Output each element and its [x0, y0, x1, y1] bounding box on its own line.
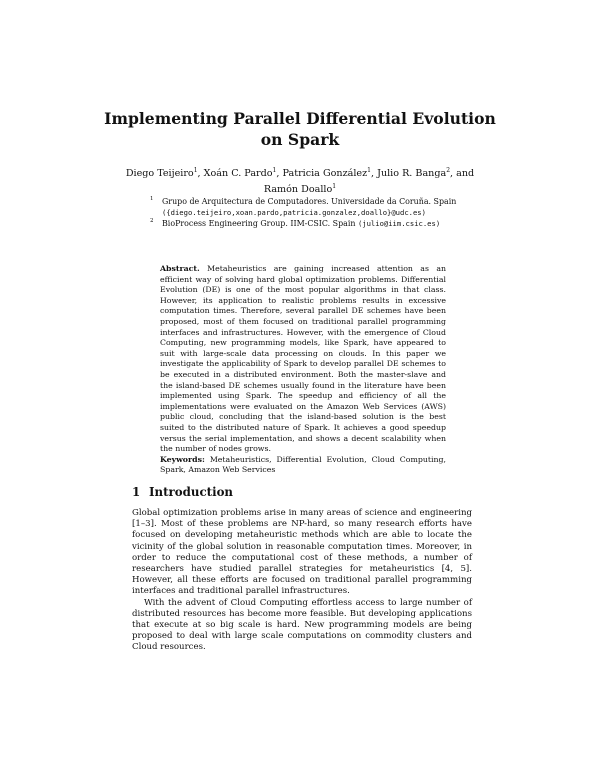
affiliation-mark: 2	[446, 167, 451, 174]
abstract-body	[160, 264, 446, 455]
affiliation-text: BioProcess Engineering Group. IIM-CSIC. Spain	[162, 219, 358, 228]
abstract	[160, 264, 446, 476]
keywords	[160, 455, 446, 476]
paper-title: Implementing Parallel Differential Evolution on Spark	[104, 109, 496, 149]
affiliation-1	[148, 196, 468, 218]
paragraph: With the advent of Cloud Computing effortless access to large number of distributed resources has become more feasible. But developing applications that execute at so big scale is hard. New programming models are being proposed to deal with large scale computations on commodity clusters and Cloud resources.	[132, 597, 472, 653]
affiliation-mark: 1	[332, 183, 337, 190]
affiliation-email: (julio@iim.csic.es)	[357, 219, 441, 228]
affiliations	[148, 196, 468, 229]
section-title: Introduction	[149, 485, 234, 499]
affiliation-number: 1	[150, 196, 154, 202]
keywords-text: Metaheuristics, Differential Evolution, Cloud Computing, Spark, Amazon Web Services	[160, 454, 446, 475]
affiliation-mark: 1	[193, 167, 198, 174]
affiliation-2	[148, 218, 468, 229]
author: Ramón Doallo$^1$	[263, 183, 337, 195]
keywords-label: Keywords:	[160, 454, 205, 464]
introduction-body	[132, 508, 472, 654]
section-heading	[132, 485, 472, 499]
affiliation-mark: 1	[272, 167, 277, 174]
author-list	[110, 164, 490, 196]
section-number: 1	[132, 485, 141, 499]
paragraph: Global optimization problems arise in many areas of science and engineering [1–3]. Most of these problems are NP-hard, so many research efforts have focused on developing metaheuristic methods which are able to locate the vicinity of the global solution in reasonable computation times. Moreover, in order to reduce the computational cost of these methods, a number of researchers have studied parallel strategies for metaheuristics [4, 5]. However, all these efforts are focused on traditional parallel programming interfaces and traditional parallel infrastructures.	[132, 508, 472, 597]
author: Julio R. Banga$^2$, and	[377, 167, 475, 179]
abstract-label: Abstract.	[160, 264, 200, 273]
affiliation-email: ({diego.teijeiro,xoan.pardo,patricia.gonzalez,doallo}@udc.es)	[162, 208, 426, 217]
author: Patricia González$^1$,	[282, 167, 378, 179]
affiliation-number: 2	[150, 218, 154, 224]
author: Xoán C. Pardo$^1$,	[203, 167, 283, 179]
abstract-text: Metaheuristics are gaining increased attention as an efficient way of solving hard global optimization problems. Differential Evolution (DE) is one of the most popular algorithms in that class. However, its application to realistic problems results in excessive computation times. Therefore, several parallel DE schemes have been proposed, most of them focused on traditional parallel programming interfaces and infrastructures. However, with the emergence of Cloud Computing, new programming models, like Spark, have appeared to suit with large-scale data processing on clouds. In this paper we investigate the applicability of Spark to develop parallel DE schemes to be executed in a distributed environment. Both the master-slave and the island-based DE schemes usually found in the literature have been implemented using Spark. The speedup and efficiency of all the implementations were evaluated on the Amazon Web Services (AWS) public cloud, concluding that the island-based solution is the best suited to the distributed nature of Spark. It achieves a good speedup versus the serial implementation, and shows a decent scalability when the number of nodes grows.	[160, 264, 446, 454]
author: Diego Teijeiro$^1$,	[125, 167, 204, 179]
affiliation-text: Grupo de Arquitectura de Computadores. Universidade da Coruña. Spain	[162, 197, 457, 206]
affiliation-mark: 1	[367, 167, 371, 174]
